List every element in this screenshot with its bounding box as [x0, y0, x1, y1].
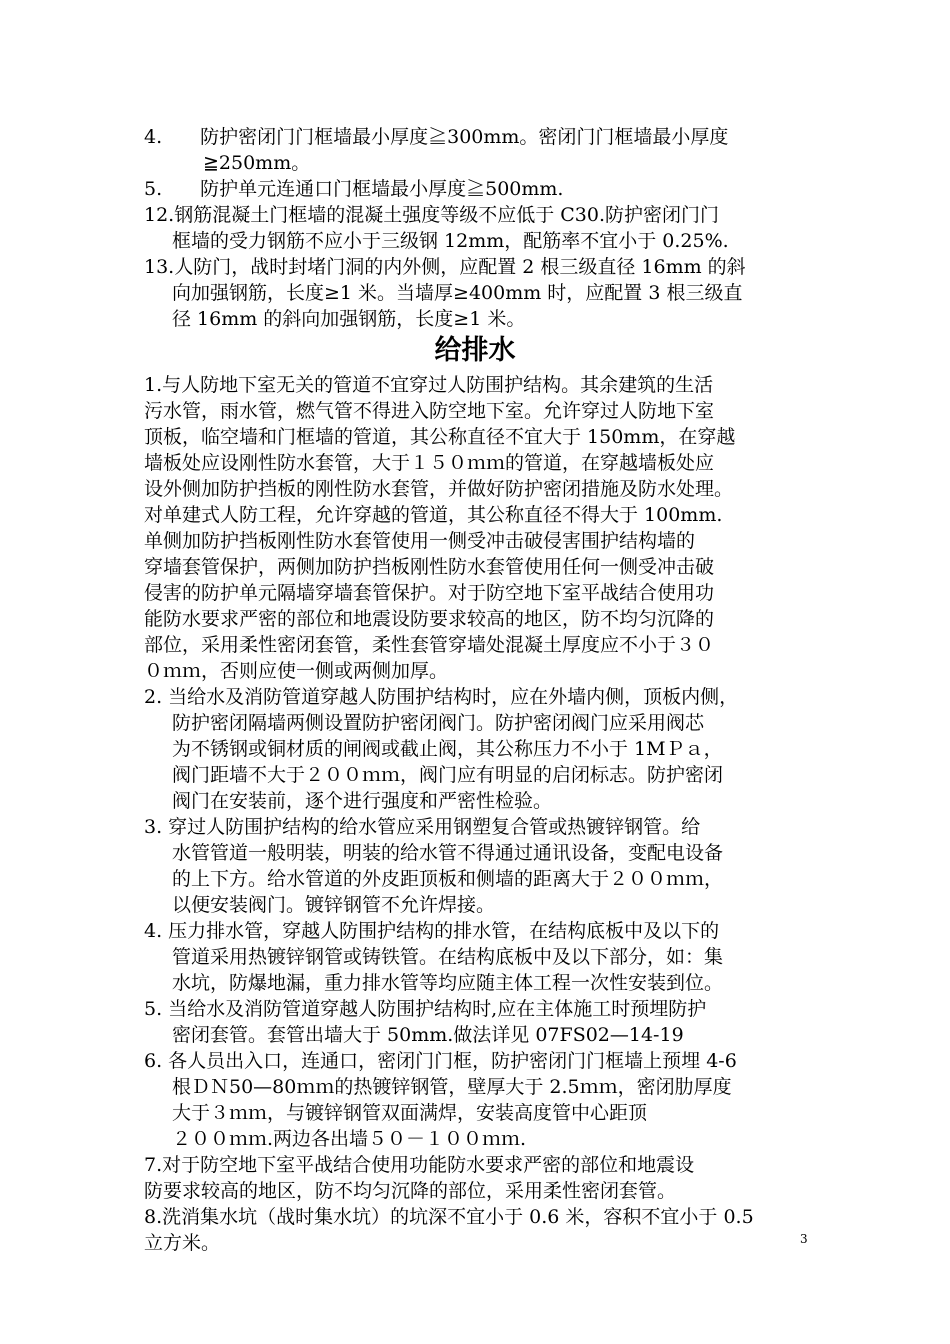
list-item-3-cont: 以便安装阀门。镀锌钢管不允许焊接。: [172, 894, 496, 916]
list-item-8-cont: 立方米。: [144, 1232, 221, 1254]
paragraph-line: ０ｍｍ，否则应使一侧或两侧加厚。: [144, 660, 449, 682]
list-item-6-cont: 根ＤＮ50—80ｍｍ的热镀锌钢管，壁厚大于 2.5ｍｍ，密闭肋厚度: [172, 1076, 732, 1098]
paragraph-line: 污水管，雨水管，燃气管不得进入防空地下室。允许穿过人防地下室: [144, 400, 715, 422]
list-item-5: 5. 当给水及消防管道穿越人防围护结构时,应在主体施工时预埋防护: [144, 998, 707, 1020]
list-item-5-cont: 密闭套管。套管出墙大于 50mm.做法详见 07FS02—14-19: [172, 1024, 684, 1046]
door-frame-item-5: 5. 防护单元连通口门框墙最小厚度≧500mm.: [144, 178, 564, 200]
list-item-6-cont: 大于３ｍｍ，与镀锌钢管双面满焊，安装高度管中心距顶: [172, 1102, 648, 1124]
door-frame-item-4: 4. 防护密闭门门框墙最小厚度≧300mm。密闭门门框墙最小厚度: [144, 126, 729, 148]
paragraph-line: 侵害的防护单元隔墙穿墙套管保护。对于防空地下室平战结合使用功: [144, 582, 715, 604]
list-item-3-cont: 的上下方。给水管道的外皮距顶板和侧墙的距离大于２００ｍｍ，: [172, 868, 724, 890]
list-item-3: 3. 穿过人防围护结构的给水管应采用钢塑复合管或热镀锌钢管。给: [144, 816, 701, 838]
paragraph-line: 部位，采用柔性密闭套管，柔性套管穿墙处混凝土厚度应不小于３０: [144, 634, 715, 656]
list-item-2-cont: 阀门在安装前，逐个进行强度和严密性检验。: [172, 790, 553, 812]
door-item-13-cont-2: 径 16mm 的斜向加强钢筋，长度≥1 米。: [172, 308, 526, 330]
rebar-item-12: 12.钢筋混凝土门框墙的混凝土强度等级不应低于 C30.防护密闭门门: [144, 204, 720, 226]
door-frame-item-4-cont: ≧250mm。: [203, 152, 311, 174]
door-item-13: 13.人防门，战时封堵门洞的内外侧，应配置 2 根三级直径 16mm 的斜: [144, 256, 746, 278]
paragraph-line: 单侧加防护挡板刚性防水套管使用一侧受冲击破侵害围护结构墙的: [144, 530, 696, 552]
list-item-2-cont: 防护密闭隔墙两侧设置防护密闭阀门。防护密闭阀门应采用阀芯: [172, 712, 705, 734]
paragraph-line: 对单建式人防工程，允许穿越的管道，其公称直径不得大于 100mm.: [144, 504, 723, 526]
list-item-7-cont: 防要求较高的地区，防不均匀沉降的部位，采用柔性密闭套管。: [144, 1180, 677, 1202]
paragraph-line: 墙板处应设刚性防水套管，大于１５０ｍｍ的管道，在穿越墙板处应: [144, 452, 715, 474]
list-item-6: 6. 各人员出入口，连通口，密闭门门框，防护密闭门门框墙上预埋 4-6: [144, 1050, 737, 1072]
list-item-4-cont: 管道采用热镀锌钢管或铸铁管。在结构底板中及以下部分，如：集: [172, 946, 724, 968]
page-number: 3: [800, 1232, 808, 1246]
list-item-4: 4. 压力排水管，穿越人防围护结构的排水管，在结构底板中及以下的: [144, 920, 720, 942]
paragraph-line: 顶板，临空墙和门框墙的管道，其公称直径不宜大于 150mm，在穿越: [144, 426, 736, 448]
list-item-4-cont: 水坑，防爆地漏，重力排水管等均应随主体工程一次性安装到位。: [172, 972, 724, 994]
list-item-2-cont: 阀门距墙不大于２００ｍｍ，阀门应有明显的启闭标志。防护密闭: [172, 764, 724, 786]
paragraph-line: 1.与人防地下室无关的管道不宜穿过人防围护结构。其余建筑的生活: [144, 374, 714, 396]
list-item-6-cont: ２００ｍｍ.两边各出墙５０－１００ｍｍ.: [172, 1128, 527, 1150]
section-title: 给排水: [434, 335, 516, 366]
list-item-2: 2. 当给水及消防管道穿越人防围护结构时，应在外墙内侧，顶板内侧，: [144, 686, 739, 708]
list-item-2-cont: 为不锈钢或铜材质的闸阀或截止阀，其公称压力不小于 1MＰａ，: [172, 738, 723, 760]
paragraph-line: 穿墙套管保护，两侧加防护挡板刚性防水套管使用任何一侧受冲击破: [144, 556, 715, 578]
list-item-7: 7.对于防空地下室平战结合使用功能防水要求严密的部位和地震设: [144, 1154, 695, 1176]
paragraph-line: 设外侧加防护挡板的刚性防水套管，并做好防护密闭措施及防水处理。: [144, 478, 734, 500]
door-item-13-cont-1: 向加强钢筋，长度≥1 米。当墙厚≥400mm 时，应配置 3 根三级直: [172, 282, 743, 304]
rebar-item-12-cont: 框墙的受力钢筋不应小于三级钢 12mm，配筋率不宜小于 0.25%.: [172, 230, 729, 252]
list-item-8: 8.洗消集水坑（战时集水坑）的坑深不宜小于 0.6 米，容积不宜小于 0.5: [144, 1206, 754, 1228]
paragraph-line: 能防水要求严密的部位和地震设防要求较高的地区，防不均匀沉降的: [144, 608, 715, 630]
list-item-3-cont: 水管管道一般明装，明装的给水管不得通过通讯设备，变配电设备: [172, 842, 724, 864]
